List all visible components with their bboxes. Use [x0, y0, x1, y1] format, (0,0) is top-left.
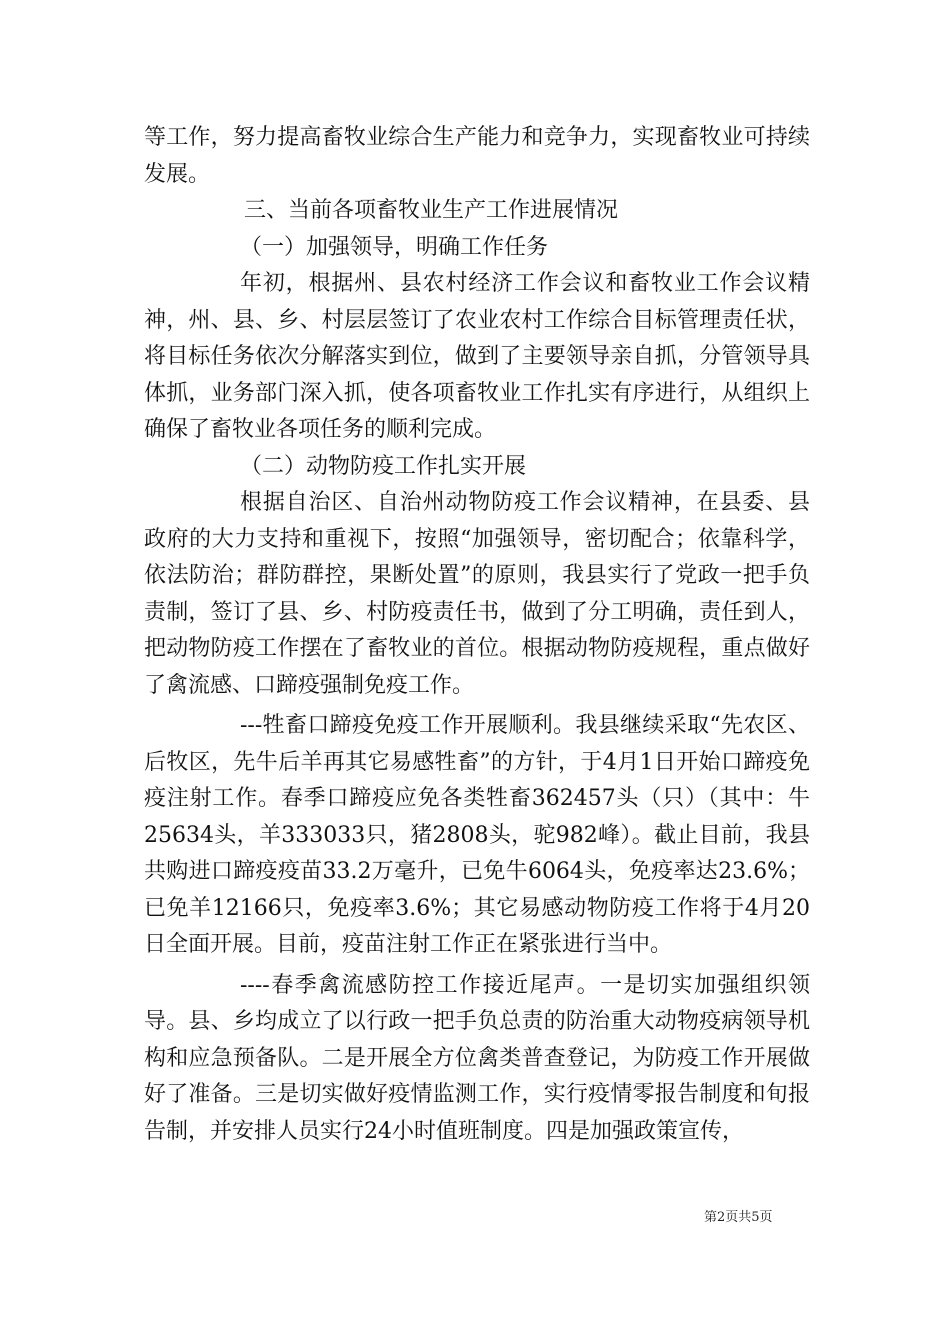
- sub-heading-leadership: （一）加强领导，明确工作任务: [240, 234, 549, 260]
- paragraph-avian-flu: ----春季禽流感防控工作接近尾声。一是切实加强组织领导。县、乡均成立了以行政一把手负总责的防治重大动物疫病领导机构和应急预备队。二是开展全方位禽类普查登记，为防疫工作开展做好了准备。三是切实做好疫情监测工作，实行疫情零报告制度和旬报告制，并安排人员实行24小时值班制度。四是加强政策宣传，: [144, 972, 810, 1144]
- paragraph-epidemic-prevention: 根据自治区、自治州动物防疫工作会议精神，在县委、县政府的大力支持和重视下，按照“加强领导，密切配合；依靠科学，依法防治；群防群控，果断处置”的原则，我县实行了党政一把手负责制，签订了县、乡、村防疫责任书，做到了分工明确，责任到人，把动物防疫工作摆在了畜牧业的首位。根据动物防疫规程，重点做好了禽流感、口蹄疫强制免疫工作。: [144, 490, 810, 698]
- paragraph-continuation: 等工作，努力提高畜牧业综合生产能力和竞争力，实现畜牧业可持续发展。: [144, 125, 810, 187]
- paragraph-leadership: 年初，根据州、县农村经济工作会议和畜牧业工作会议精神，州、县、乡、村层层签订了农业农村工作综合目标管理责任状，将目标任务依次分解落实到位，做到了主要领导亲自抓，分管领导具体抓，业务部门深入抓，使各项畜牧业工作扎实有序进行，从组织上确保了畜牧业各项任务的顺利完成。: [144, 271, 810, 442]
- section-heading: 三、当前各项畜牧业生产工作进展情况: [244, 198, 619, 223]
- sub-heading-epidemic-prevention: （二）动物防疫工作扎实开展: [240, 453, 527, 479]
- page-number-footer: 第2页共5页: [704, 1210, 773, 1225]
- paragraph-foot-and-mouth: ---牲畜口蹄疫免疫工作开展顺利。我县继续采取“先农区、后牧区，先牛后羊再其它易感牲畜”的方针，于4月1日开始口蹄疫免疫注射工作。春季口蹄疫应免各类牲畜362457头（只）（其中：牛25634头，羊333033只，猪2808头，驼982峰）。截止目前，我县共购进口蹄疫疫苗33.2万毫升，已免牛6064头，免疫率达23.6%；已免羊12166只，免疫率3.6%；其它易感动物防疫工作将于4月20日全面开展。目前，疫苗注射工作正在紧张进行当中。: [144, 713, 810, 957]
- document-body: [144, 120, 810, 1150]
